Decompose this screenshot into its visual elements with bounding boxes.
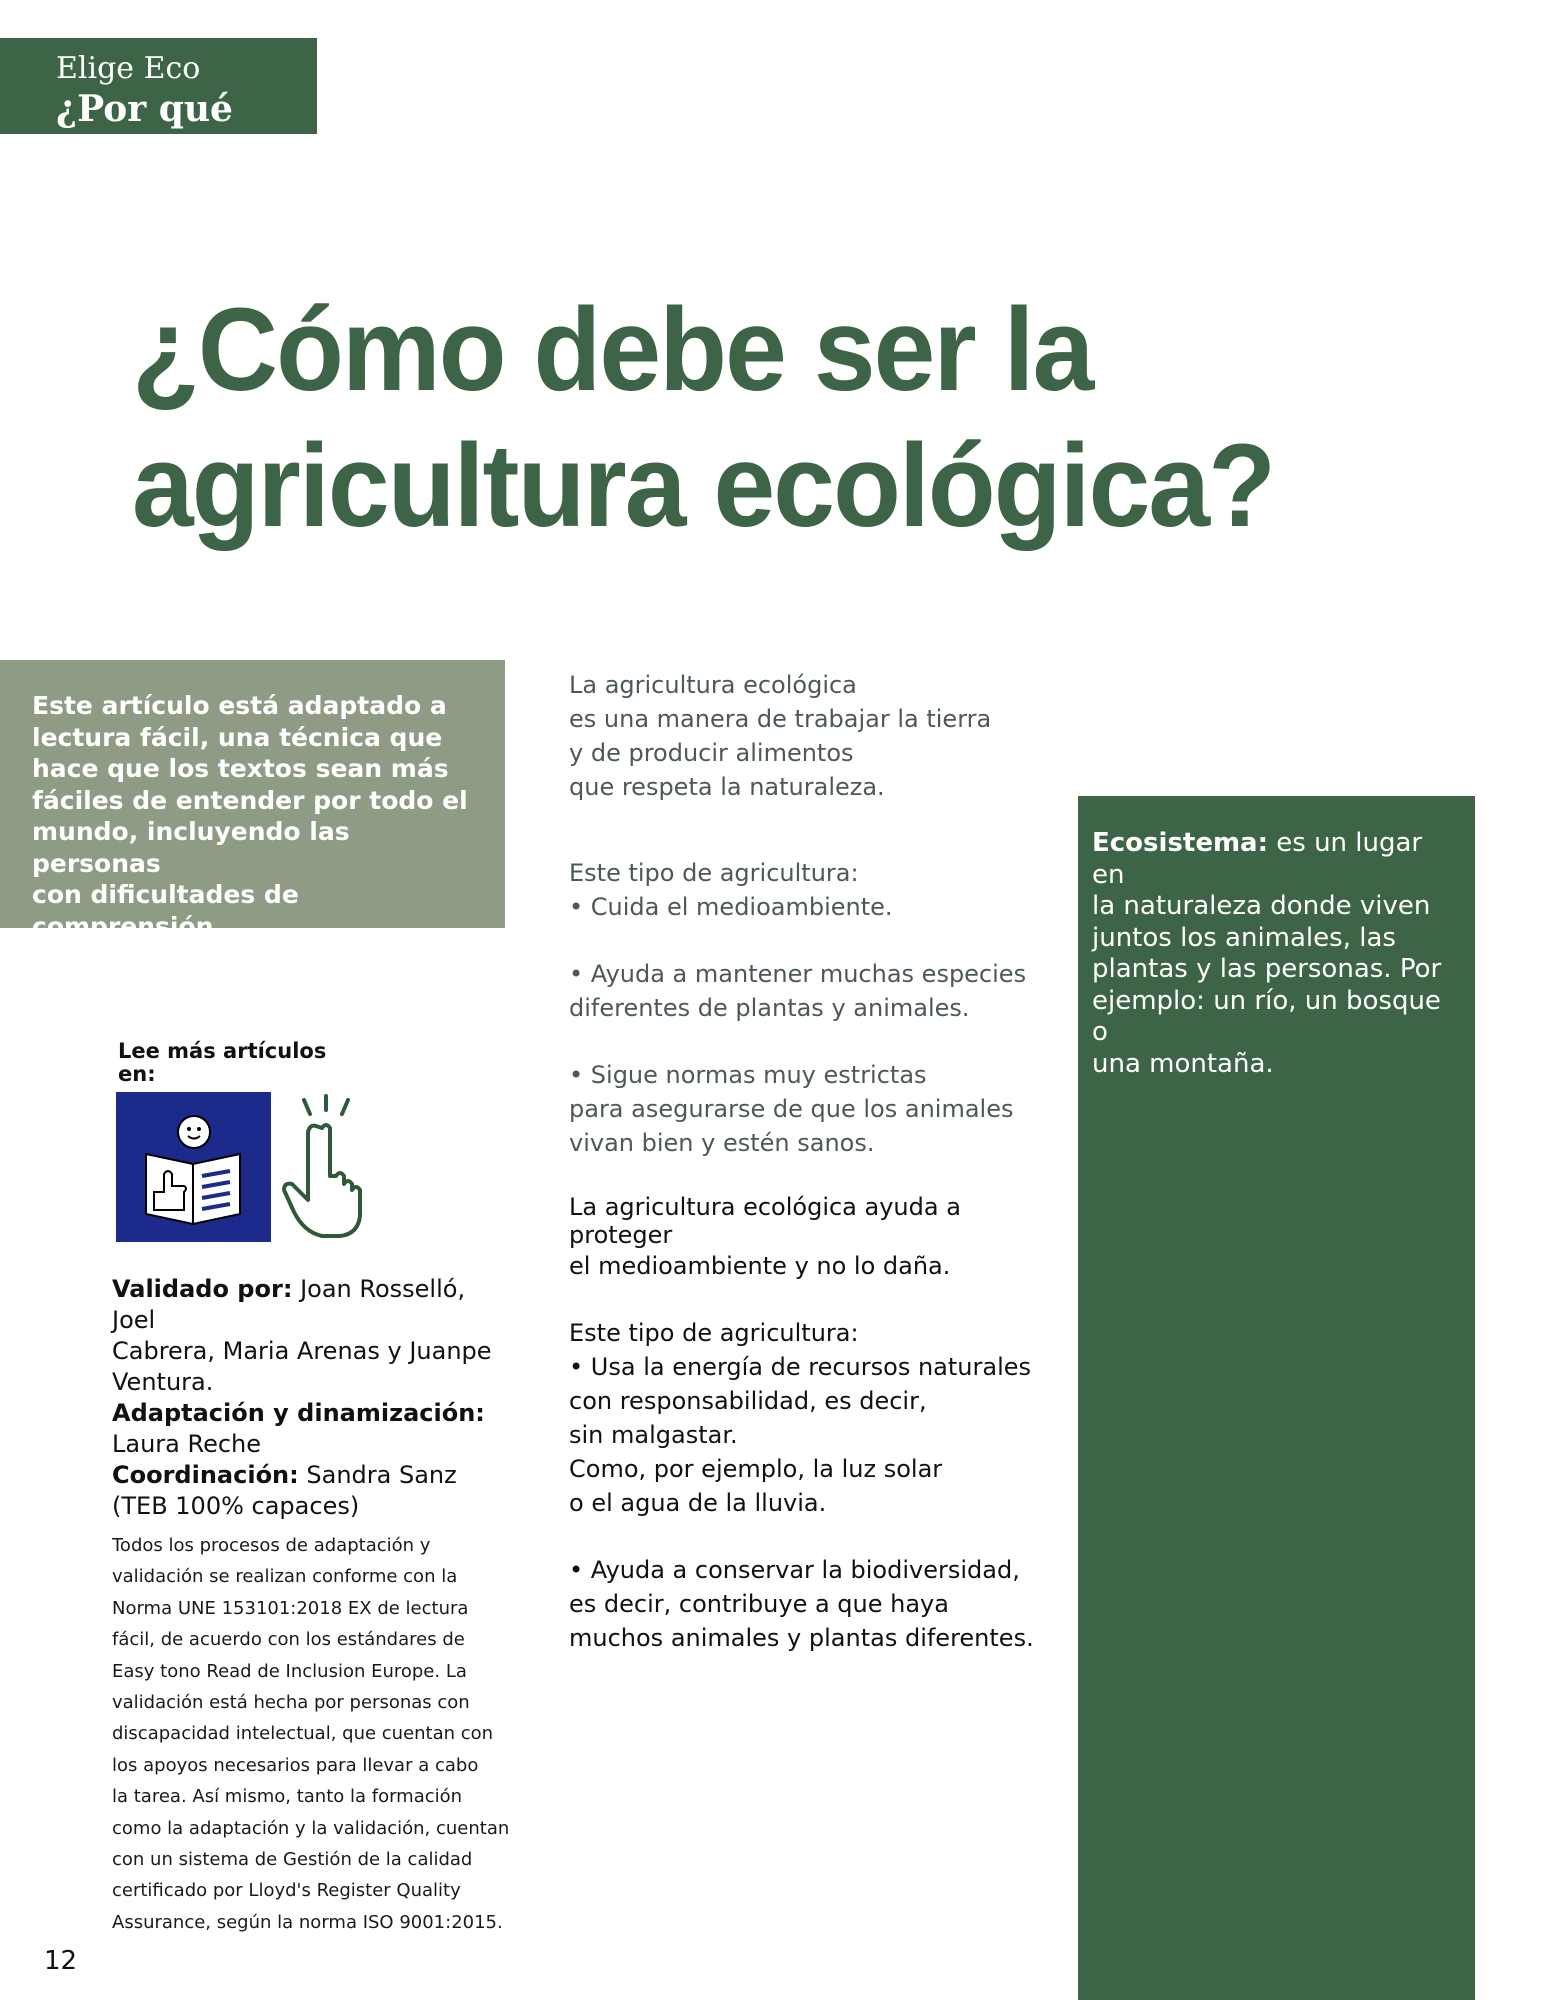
credits bbox=[112, 1274, 512, 1938]
body-line: y de producir alimentos bbox=[569, 739, 854, 767]
paragraph-features-2 bbox=[569, 1316, 1039, 1655]
legal-line: validación se realizan conforme con la bbox=[112, 1566, 458, 1588]
body-line: La agricultura ecológica bbox=[569, 671, 857, 699]
section-kicker: Elige Eco bbox=[56, 51, 201, 86]
read-more-line: Lee más artículos bbox=[118, 1039, 327, 1063]
legal-line: Todos los procesos de adaptación y bbox=[112, 1535, 431, 1556]
body-line: para asegurarse de que los animales bbox=[569, 1095, 1014, 1123]
legal-line: la tarea. Así mismo, tanto la formación bbox=[112, 1786, 463, 1808]
read-more-label bbox=[118, 1040, 368, 1086]
glossary-text: una montaña. bbox=[1092, 1048, 1274, 1079]
paragraph-definition bbox=[569, 668, 1039, 804]
bullet-item: • Ayuda a mantener muchas especies bbox=[569, 960, 1027, 988]
article-title bbox=[132, 282, 1354, 554]
glossary-text: es un lugar en bbox=[1092, 828, 1423, 890]
credits-label: Validado por: bbox=[112, 1275, 293, 1303]
body-line: proteger bbox=[569, 1221, 673, 1249]
notice-line: lectura fácil, una técnica que bbox=[32, 722, 443, 752]
body-line: es decir, contribuye a que haya bbox=[569, 1590, 949, 1618]
credits-value: Joan Rosselló, Joel bbox=[112, 1275, 466, 1334]
glossary-text: plantas y las personas. Por bbox=[1092, 954, 1442, 984]
body-line: que respeta la naturaleza. bbox=[569, 773, 885, 801]
credits-value: Cabrera, Maria Arenas y Juanpe bbox=[112, 1337, 492, 1365]
section-header bbox=[0, 38, 317, 172]
body-line: diferentes de plantas y animales. bbox=[569, 994, 970, 1022]
paragraph-protection bbox=[569, 1193, 1039, 1283]
body-line: con responsabilidad, es decir, bbox=[569, 1387, 927, 1415]
legal-note bbox=[112, 1530, 510, 1938]
legal-line: fácil, de acuerdo con los estándares de bbox=[112, 1629, 465, 1651]
notice-line: con dificultades de comprensión. bbox=[32, 880, 299, 941]
body-line: es una manera de trabajar la tierra bbox=[569, 705, 992, 733]
article-title-line-1: ¿Cómo debe ser la bbox=[132, 284, 1093, 416]
body-line: vivan bien y estén sanos. bbox=[569, 1129, 875, 1157]
notice-line: mundo, incluyendo las personas bbox=[32, 817, 350, 878]
notice-line: hace que los textos sean más bbox=[32, 754, 449, 783]
legal-line: como la adaptación y la validación, cuentan bbox=[112, 1817, 510, 1839]
legal-line: los apoyos necesarios para llevar a cabo bbox=[112, 1754, 479, 1776]
paragraph-features-1 bbox=[569, 856, 1039, 1160]
body-line: Este tipo de agricultura: bbox=[569, 1319, 859, 1347]
legal-line: con un sistema de Gestión de la calidad bbox=[112, 1849, 473, 1871]
glossary-term: Ecosistema: bbox=[1092, 828, 1268, 858]
bullet-item: • Cuida el medioambiente. bbox=[569, 893, 893, 921]
body-line: Como, por ejemplo, la luz solar bbox=[569, 1455, 943, 1483]
body-line: Este tipo de agricultura: bbox=[569, 859, 859, 887]
legal-line: validación está hecha por personas con bbox=[112, 1692, 470, 1714]
bullet-item: • Usa la energía de recursos naturales bbox=[569, 1353, 1031, 1381]
article-title-line-2: agricultura ecológica? bbox=[132, 420, 1275, 552]
easy-read-notice bbox=[0, 660, 505, 941]
glossary-box bbox=[1078, 796, 1475, 2000]
credits-value: (TEB 100% capaces) bbox=[112, 1492, 360, 1520]
legal-line: Assurance, según la norma ISO 9001:2015. bbox=[112, 1911, 503, 1933]
credits-label: Adaptación y dinamización: bbox=[112, 1399, 485, 1427]
bullet-item: • Sigue normas muy estrictas bbox=[569, 1061, 927, 1089]
bullet-item: • Ayuda a conservar la biodiversidad, bbox=[569, 1556, 1020, 1584]
credits-label: Coordinación: bbox=[112, 1461, 299, 1489]
notice-line: Este artículo está adaptado a bbox=[32, 691, 447, 720]
glossary-text: la naturaleza donde viven bbox=[1092, 891, 1431, 921]
body-line: o el agua de la lluvia. bbox=[569, 1489, 827, 1517]
article-body bbox=[569, 668, 1039, 1655]
body-line: muchos animales y plantas diferentes. bbox=[569, 1624, 1034, 1652]
easy-read-logo-icon[interactable] bbox=[116, 1092, 271, 1242]
legal-line: discapacidad intelectual, que cuentan con bbox=[112, 1723, 494, 1745]
credits-coordination bbox=[112, 1460, 512, 1491]
credits-value: Ventura. bbox=[112, 1368, 214, 1396]
credits-value: Sandra Sanz bbox=[306, 1461, 457, 1489]
body-line: sin malgastar. bbox=[569, 1421, 738, 1449]
glossary-first-line bbox=[1092, 828, 1461, 891]
notice-line: fáciles de entender por todo el bbox=[32, 785, 468, 815]
section-title: ¿Por qué eco? bbox=[56, 88, 233, 172]
body-line: La agricultura ecológica ayuda a bbox=[569, 1193, 961, 1221]
glossary-text: juntos los animales, las bbox=[1092, 922, 1396, 953]
legal-line: Norma UNE 153101:2018 EX de lectura bbox=[112, 1597, 469, 1619]
credits-value: Laura Reche bbox=[112, 1430, 262, 1458]
read-more-line: en: bbox=[118, 1062, 156, 1086]
page-number: 12 bbox=[44, 1946, 78, 1976]
legal-line: Easy tono Read de Inclusion Europe. La bbox=[112, 1660, 467, 1682]
glossary-text: ejemplo: un río, un bosque o bbox=[1092, 985, 1441, 1047]
body-line: el medioambiente y no lo daña. bbox=[569, 1252, 951, 1280]
legal-line: certificado por Lloyd's Register Quality bbox=[112, 1880, 461, 1902]
credits-validated bbox=[112, 1274, 512, 1336]
pointer-hand-icon bbox=[278, 1092, 378, 1242]
